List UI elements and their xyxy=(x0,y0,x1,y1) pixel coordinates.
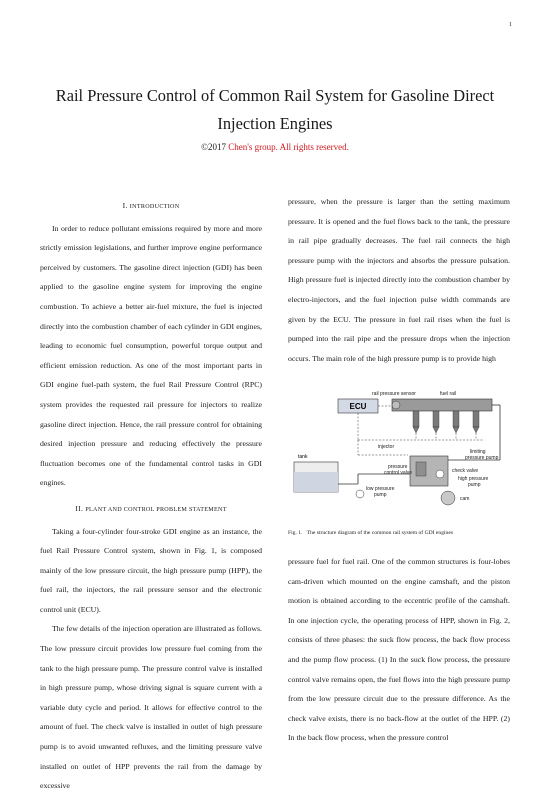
right-paragraph-1: pressure, when the pressure is larger than the setting maximum pressure. It is opened and the fuel flows back to the tank, the pressure in rail pipe gradually decreases. The fuel rail connects the high pressure pump with the injectors and absorbs the pressure pulsation. High pressure fuel is injected directly into the combustion chamber by electro-injectors, and the fuel injection pulse width commands are given by the ECU. The pressure in fuel rail rises when the fuel is pumped into the rail pipe and the pressure drops when the injection occurs. The main role of the high pressure pump is to provide high xyxy=(288,197,510,363)
cam-shape xyxy=(441,491,455,505)
right-column-lower xyxy=(288,552,510,748)
page-number: 1 xyxy=(509,22,512,28)
fuel-rail-label: fuel rail xyxy=(440,391,457,397)
lpp-label-2: pump xyxy=(374,492,387,498)
figure-caption xyxy=(288,530,518,536)
intro-paragraph: In order to reduce pollutant emissions required by more and more strictly emission legislations, and further improve engine performance perceived by customers. The gasoline direct injection (GDI) has been applied to the gasoline engine system for improving the engine combustion. To achieve a better air-fuel mixture, the fuel is injected directly into the combustion chamber of each cylinder in GDI engines, leading to economic fuel consumption, powerful torque output and efficient emission reduction. As one of the most important parts in GDI engine fuel-path system, the fuel Rail Pressure Control (RPC) system provides the requested rail pressure for injectors to realize gasoline direct injection. Hence, the rail pressure control for obtaining desired injection pressure and reducing effectively the pressure fluctuation becomes one of the fundamental control tasks in GDI engines. xyxy=(40,223,262,488)
section-2-title: PLANT AND CONTROL PROBLEM STATEMENT xyxy=(85,506,227,513)
pressure-pump-label-top: pressure pump xyxy=(465,455,499,461)
section-2-number: II. xyxy=(75,503,86,513)
rail-sensor-shape xyxy=(392,401,400,409)
hpp-label-2: pump xyxy=(468,482,481,488)
injector-label: injector xyxy=(378,444,395,450)
lpp-label-1: low pressure xyxy=(366,486,395,492)
left-column xyxy=(40,192,262,796)
title-line-2: Injection Engines xyxy=(217,114,333,133)
check-valve-shape xyxy=(436,470,444,478)
tank-label: tank xyxy=(298,454,308,460)
pcv-label-2: control valve xyxy=(384,470,413,476)
injectors xyxy=(413,411,479,433)
title-line-1: Rail Pressure Control of Common Rail System for Gasoline Direct xyxy=(55,86,495,105)
common-rail-diagram xyxy=(288,390,510,508)
copyright-line xyxy=(40,142,510,152)
copyright-owner: Chen's group. All rights reserved. xyxy=(228,142,349,152)
section-1-title: INTRODUCTION xyxy=(129,204,180,210)
copyright-prefix: ©2017 xyxy=(201,142,229,152)
rail-sensor-label: rail pressure sensor xyxy=(372,391,416,397)
cam-label: cam xyxy=(460,496,470,502)
limiting-label: limiting xyxy=(470,449,486,455)
section-1-heading xyxy=(40,196,262,218)
signal-lines xyxy=(358,406,483,455)
right-column xyxy=(288,192,510,368)
plant-paragraph-1: Taking a four-cylinder four-stroke GDI engine as an instance, the fuel Rail Pressure Control system, shown in Fig. 1, is composed mainly of the low pressure circuit, the high pressure pump (HPP), the fuel rail, the injectors, the rail pressure sensor and the electronic control unit (ECU). xyxy=(40,526,262,614)
check-valve-label: check valve xyxy=(452,468,479,474)
fuel-rail-shape xyxy=(392,399,492,411)
section-1-number: I. xyxy=(122,201,130,210)
plant-paragraph-2: The few details of the injection operation are illustrated as follows. The low pressure circuit provides low pressure fuel coming from the tank to the high pressure pump. The pressure control valve is installed in high pressure pump, whose driving signal is square current with a variable duty cycle and period. It allows for effective control to the amount of fuel. The check valve is installed in outlet of high pressure pump is to avoid unwanted refluxes, and the limiting pressure valve installed on outlet of HPP prevents the rail from the damage by excessive xyxy=(40,624,262,791)
section-2-heading xyxy=(40,499,262,521)
caption-label: Fig. 1. xyxy=(288,530,303,536)
right-paragraph-2: pressure fuel for fuel rail. One of the common structures is four-lobes cam-driven which mounted on the engine camshaft, and the piston motion is obtained according to the eccentric profile of the camshaft. In one injection cycle, the operating process of HPP, shown in Fig. 2, consists of three phases: the suck flow process, the back flow process and the pump flow process. (1) In the suck flow process, the pressure control valve remains open, the fuel flows into the high pressure pump from the low pressure circuit due to the pressure difference. As the check valve exists, there is no back-flow at the outlet of the HPP. (2) In the back flow process, when the pressure control xyxy=(288,557,510,743)
hpp-label-1: high pressure xyxy=(458,476,489,482)
caption-text: The structure diagram of the common rail system of GDI engines xyxy=(306,530,453,536)
ecu-label: ECU xyxy=(349,402,367,411)
paper-title xyxy=(40,82,510,138)
pcv-label-1: pressure xyxy=(388,464,408,470)
